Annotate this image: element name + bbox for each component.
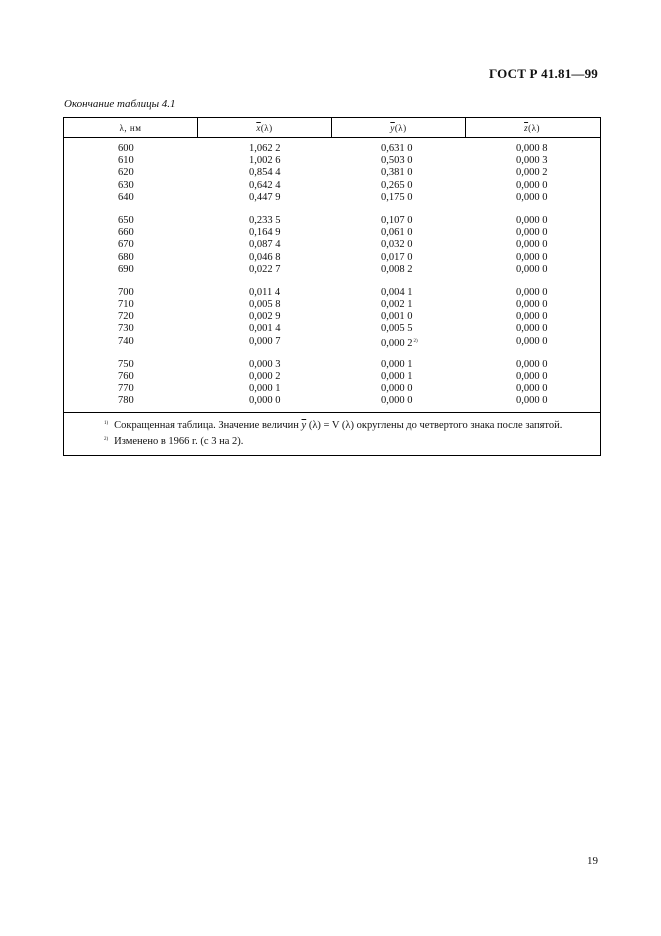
table-row [64,227,600,239]
z-bar-cell: 0,000 0 [516,179,548,191]
x-bar-symbol: $\overline{x}$ [256,122,261,133]
column-header-wavelength [64,118,197,137]
x-bar-cell: 0,164 9 [249,227,281,239]
wavelength-cell: 730 [118,323,134,335]
z-bar-cell: 0,000 0 [516,263,548,275]
table-row [64,155,600,167]
wavelength-cell: 640 [118,191,134,203]
x-bar-cell: 0,046 8 [249,251,281,263]
z-bar-cell: 0,000 0 [516,227,548,239]
x-bar-cell: 0,000 2 [249,371,281,382]
wavelength-cell: 650 [118,214,134,226]
table-row [64,264,600,276]
y-bar-cell: 0,503 0 [381,155,413,167]
wavelength-cell: 770 [118,383,134,395]
y-bar-cell: 0,002 1 [381,299,413,311]
z-bar-cell: 0,000 0 [516,251,548,263]
table-row [64,395,600,407]
wavelength-cell: 780 [118,395,134,407]
z-bar-cell: 0,000 0 [516,311,548,323]
table-row [64,192,600,204]
y-bar-cell: 0,175 0 [381,191,413,203]
z-bar-cell: 0,000 0 [516,335,548,347]
table-row-group [64,215,600,276]
z-bar-cell: 0,000 0 [516,239,548,251]
wavelength-cell: 750 [118,358,134,370]
column-header-x [197,118,331,137]
y-bar-cell: 0,061 0 [381,227,413,239]
z-bar-cell: 0,000 2 [516,167,548,179]
y-bar-cell: 0,631 0 [381,143,413,154]
table-row [64,383,600,395]
wavelength-cell: 680 [118,251,134,263]
wavelength-cell: 610 [118,155,134,167]
footnote-2-marker: 2) [104,436,109,442]
table-row [64,323,600,335]
table-row [64,180,600,192]
table-footnotes [64,412,600,455]
footnote-1-text-start: Сокращенная таблица. Значение величин [114,419,302,431]
table-row-group [64,143,600,204]
y-bar-cell: 0,265 0 [381,179,413,191]
footnote-1 [74,417,590,433]
document-code: ГОСТ Р 41.81—99 [489,66,598,81]
table-row [64,359,600,371]
x-bar-cell: 0,000 7 [249,335,281,347]
x-bar-cell: 1,002 6 [249,155,281,167]
wavelength-cell: 720 [118,311,134,323]
table-row [64,287,600,299]
z-bar-cell: 0,000 0 [516,191,548,203]
z-bar-cell: 0,000 0 [516,286,548,298]
x-bar-cell: 0,447 9 [249,191,281,203]
x-bar-cell: 0,087 4 [249,239,281,251]
y-bar-argument: (λ) [394,122,407,133]
x-bar-cell: 0,002 9 [249,311,281,323]
y-bar-cell: 0,000 0 [381,383,413,395]
x-bar-cell: 0,000 3 [249,358,281,370]
table-row-group [64,359,600,408]
z-bar-cell: 0,000 8 [516,143,548,154]
z-bar-cell: 0,000 0 [516,214,548,226]
y-bar-cell: 0,004 1 [381,286,413,298]
table-row [64,299,600,311]
z-bar-argument: (λ) [528,122,540,133]
y-bar-cell: 0,017 0 [381,251,413,263]
table-row [64,371,600,383]
x-bar-cell: 1,062 2 [249,143,281,154]
wavelength-cell: 740 [118,335,134,347]
table-row [64,167,600,179]
wavelength-cell: 630 [118,179,134,191]
x-bar-cell: 0,011 4 [249,286,281,298]
table-row [64,336,600,348]
z-bar-cell: 0,000 0 [516,383,548,395]
x-bar-cell: 0,854 4 [249,167,281,179]
table-row [64,252,600,264]
table-row [64,215,600,227]
footnote-2 [74,433,590,449]
z-bar-cell: 0,000 0 [516,323,548,335]
wavelength-cell: 600 [118,143,134,154]
table-row [64,311,600,323]
y-bar-cell: 0,008 2 [381,263,413,275]
x-bar-cell: 0,005 8 [249,299,281,311]
footnote-1-y-bar-symbol: $\overline{y}$ [301,419,307,431]
z-bar-cell: 0,000 0 [516,371,548,382]
table-caption: Окончание таблицы 4.1 [64,98,176,110]
x-bar-cell: 0,000 0 [249,395,281,407]
x-bar-cell: 0,000 1 [249,383,281,395]
wavelength-cell: 670 [118,239,134,251]
column-header-z [465,118,598,137]
z-bar-cell: 0,000 3 [516,155,548,167]
wavelength-cell: 690 [118,263,134,275]
footnote-2-text: Изменено в 1966 г. (с 3 на 2). [114,435,244,447]
y-bar-cell: 0,107 0 [381,214,413,226]
y-bar-cell: 0,005 5 [381,323,413,335]
y-bar-cell: 0,000 1 [381,358,413,370]
z-bar-cell: 0,000 0 [516,395,548,407]
footnote-1-marker: 1) [104,420,109,426]
cell-footnote-marker: 2) [413,338,418,344]
y-bar-cell: 0,381 0 [381,167,413,179]
wavelength-cell: 660 [118,227,134,239]
z-bar-cell: 0,000 0 [516,358,548,370]
table-row [64,143,600,155]
y-bar-cell: 0,000 0 [381,395,413,407]
wavelength-cell: 700 [118,286,134,298]
y-bar-cell: 0,001 0 [381,311,413,323]
y-bar-cell: 0,000 1 [381,371,413,382]
x-bar-cell: 0,001 4 [249,323,281,335]
x-bar-cell: 0,233 5 [249,214,281,226]
page-number: 19 [587,855,598,867]
z-bar-cell: 0,000 0 [516,299,548,311]
x-bar-cell: 0,642 4 [249,179,281,191]
wavelength-cell: 620 [118,167,134,179]
table-row [64,239,600,251]
wavelength-cell: 760 [118,371,134,382]
column-header-wavelength-label: λ, нм [119,122,142,133]
data-table [63,117,601,456]
z-bar-symbol: $\overline{z}$ [524,122,529,133]
y-bar-cell: 0,000 2$^{2)}$ [381,337,418,349]
footnote-1-text-end: (λ) = V (λ) округлены до четвертого знака после запятой. [306,419,563,431]
table-header [64,118,600,138]
x-bar-cell: 0,022 7 [249,263,281,275]
wavelength-cell: 710 [118,299,134,311]
table-body [64,138,600,412]
column-header-y [331,118,465,137]
table-row-group [64,287,600,348]
x-bar-argument: (λ) [260,122,273,133]
y-bar-cell: 0,032 0 [381,239,413,251]
y-bar-symbol: $\overline{y}$ [390,122,395,133]
